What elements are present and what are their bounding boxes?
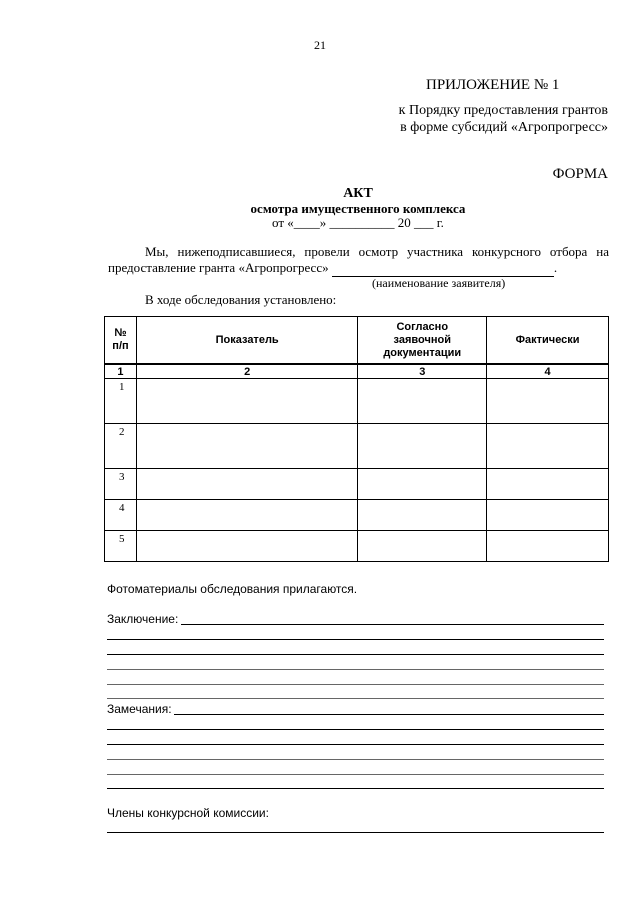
indicator-cell[interactable] [136,531,357,562]
commission-label: Члены конкурсной комиссии: [107,806,269,820]
indicator-cell[interactable] [136,469,357,500]
remarks-line[interactable] [174,714,604,715]
intro-paragraph: Мы, нижеподписавшиеся, провели осмотр участника конкурсного отбора на [145,244,609,259]
conclusion-line[interactable] [107,669,604,670]
remarks-line[interactable] [107,774,604,775]
indicator-cell[interactable] [136,379,357,424]
commission-signature-line[interactable] [107,832,604,833]
indicator-cell[interactable] [136,500,357,531]
photos-note: Фотоматериалы обследования прилагаются. [107,582,358,596]
period: . [553,260,558,275]
row-number: 4 [105,500,137,531]
row-number: 2 [105,424,137,469]
per-docs-cell[interactable] [358,424,487,469]
table-row [105,531,609,562]
appendix-line-1: к Порядку предоставления грантов [398,103,608,118]
table-row [105,379,609,424]
grant-label: предоставление гранта «Агропрогресс» [108,260,329,275]
per-docs-cell[interactable] [358,500,487,531]
actual-cell[interactable] [487,531,609,562]
per-docs-cell[interactable] [358,469,487,500]
column-number-row [105,364,609,379]
conclusion-line[interactable] [107,698,604,699]
header-indicator: Показатель [136,317,357,365]
header-number: № п/п [105,317,137,365]
appendix-heading: ПРИЛОЖЕНИЕ № 1 [426,77,560,93]
appendix-line-2: в форме субсидий «Агропрогресс» [400,120,608,135]
table-row [105,469,609,500]
page-number: 21 [314,38,326,52]
col-number-2: 2 [136,364,357,379]
actual-cell[interactable] [487,379,609,424]
col-number-1: 1 [105,364,137,379]
remarks-line[interactable] [107,744,604,745]
per-docs-cell[interactable] [358,531,487,562]
col-number-4: 4 [487,364,609,379]
remarks-label: Замечания: [107,702,172,716]
act-subtitle: осмотра имущественного комплекса [250,201,466,216]
applicant-name-hint: (наименование заявителя) [372,276,506,290]
per-docs-cell[interactable] [358,379,487,424]
act-title: АКТ [343,186,373,201]
applicant-name-field[interactable] [332,260,554,277]
form-label: ФОРМА [552,166,608,182]
findings-intro: В ходе обследования установлено: [145,292,337,307]
actual-cell[interactable] [487,424,609,469]
row-number: 5 [105,531,137,562]
conclusion-line[interactable] [107,684,604,685]
conclusion-label: Заключение: [107,612,179,626]
remarks-line[interactable] [107,729,604,730]
conclusion-line[interactable] [107,654,604,655]
col-number-3: 3 [358,364,487,379]
actual-cell[interactable] [487,469,609,500]
conclusion-line[interactable] [107,639,604,640]
row-number: 3 [105,469,137,500]
actual-cell[interactable] [487,500,609,531]
table-header-row [105,317,609,365]
remarks-line[interactable] [107,759,604,760]
row-number: 1 [105,379,137,424]
table-row [105,500,609,531]
intro-paragraph-continuation [108,260,557,277]
inspection-table [104,316,609,562]
indicator-cell[interactable] [136,424,357,469]
header-actual: Фактически [487,317,609,365]
act-date: от «____» __________ 20 ___ г. [272,215,444,230]
remarks-line[interactable] [107,788,604,789]
table-row [105,424,609,469]
conclusion-line[interactable] [181,624,604,625]
header-per-documents: Согласно заявочной документации [358,317,487,365]
